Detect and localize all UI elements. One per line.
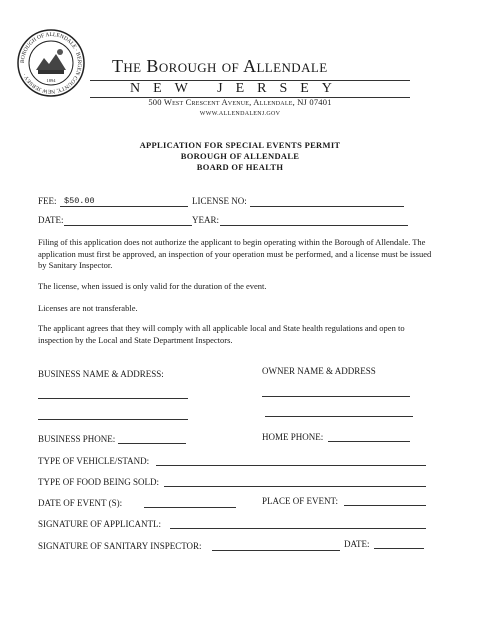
date-label: DATE: xyxy=(38,215,64,225)
license-no-label: LICENSE NO: xyxy=(192,196,247,206)
event-date-label: DATE OF EVENT (S): xyxy=(38,498,123,508)
fee-field-line[interactable] xyxy=(60,206,188,207)
business-phone-field-line[interactable] xyxy=(118,443,186,444)
compliance-paragraph: The applicant agrees that they will comply with all applicable local and State health regulations and open to inspection by the Local and State Department Inspectors. xyxy=(38,323,405,345)
owner-address-line-2[interactable] xyxy=(265,416,413,417)
inspector-signature-label: SIGNATURE OF SANITARY INSPECTOR: xyxy=(38,541,202,551)
vehicle-stand-field-line[interactable] xyxy=(156,465,426,466)
inspector-signature-line[interactable] xyxy=(212,550,340,551)
event-place-label: PLACE OF EVENT: xyxy=(262,496,339,506)
year-label: YEAR: xyxy=(192,215,219,225)
vehicle-stand-label: TYPE OF VEHICLE/STAND: xyxy=(38,456,150,466)
fee-label: FEE: xyxy=(38,196,57,206)
form-subtitle-board: BOARD OF HEALTH xyxy=(196,162,284,172)
owner-name-address-label: OWNER NAME & ADDRESS xyxy=(262,366,376,376)
fee-value: $50.00 xyxy=(64,196,95,206)
business-address-line-2[interactable] xyxy=(38,419,188,420)
signature-date-line[interactable] xyxy=(374,548,424,549)
letterhead-title: The Borough of Allendale xyxy=(112,56,328,76)
owner-address-line-1[interactable] xyxy=(262,396,410,397)
filing-notice-paragraph: Filing of this application does not authorize the applicant to begin operating within the Borough of Allendale. The application must first be approved, an inspection of your operation must be performed, and a license must be issued by Sanitary Inspector. xyxy=(38,237,432,270)
applicant-signature-line[interactable] xyxy=(170,528,426,529)
license-no-field-line[interactable] xyxy=(250,206,404,207)
borough-seal-logo xyxy=(16,28,86,98)
food-type-label: TYPE OF FOOD BEING SOLD: xyxy=(38,477,160,487)
applicant-signature-label: SIGNATURE OF APPLICANTL: xyxy=(38,519,162,529)
year-field-line[interactable] xyxy=(220,225,408,226)
license-duration-paragraph: The license, when issued is only valid for the duration of the event. xyxy=(38,281,267,291)
svg-text:1894: 1894 xyxy=(46,78,56,83)
event-place-field-line[interactable] xyxy=(344,505,426,506)
form-title: APPLICATION FOR SPECIAL EVENTS PERMIT xyxy=(139,140,341,150)
food-type-field-line[interactable] xyxy=(164,486,426,487)
date-field-line[interactable] xyxy=(64,225,192,226)
signature-date-label: DATE: xyxy=(344,539,370,549)
business-phone-label: BUSINESS PHONE: xyxy=(38,434,116,444)
svg-text:BOROUGH OF ALLENDALE · BERGEN: BOROUGH OF ALLENDALE · BERGEN COUNTY, NEW JERSEY · xyxy=(19,31,83,95)
home-phone-label: HOME PHONE: xyxy=(262,432,324,442)
letterhead-state: NEW JERSEY xyxy=(130,81,345,96)
non-transferable-paragraph: Licenses are not transferable. xyxy=(38,303,138,313)
business-address-line-1[interactable] xyxy=(38,398,188,399)
letterhead-address: 500 West Crescent Avenue, Allendale, NJ 07401 xyxy=(148,97,332,107)
event-date-field-line[interactable] xyxy=(144,507,236,508)
business-name-address-label: BUSINESS NAME & ADDRESS: xyxy=(38,369,164,379)
home-phone-field-line[interactable] xyxy=(328,441,410,442)
form-subtitle-borough: BOROUGH OF ALLENDALE xyxy=(180,151,300,161)
letterhead-website: WWW.ALLENDALENJ.GOV xyxy=(199,111,281,117)
